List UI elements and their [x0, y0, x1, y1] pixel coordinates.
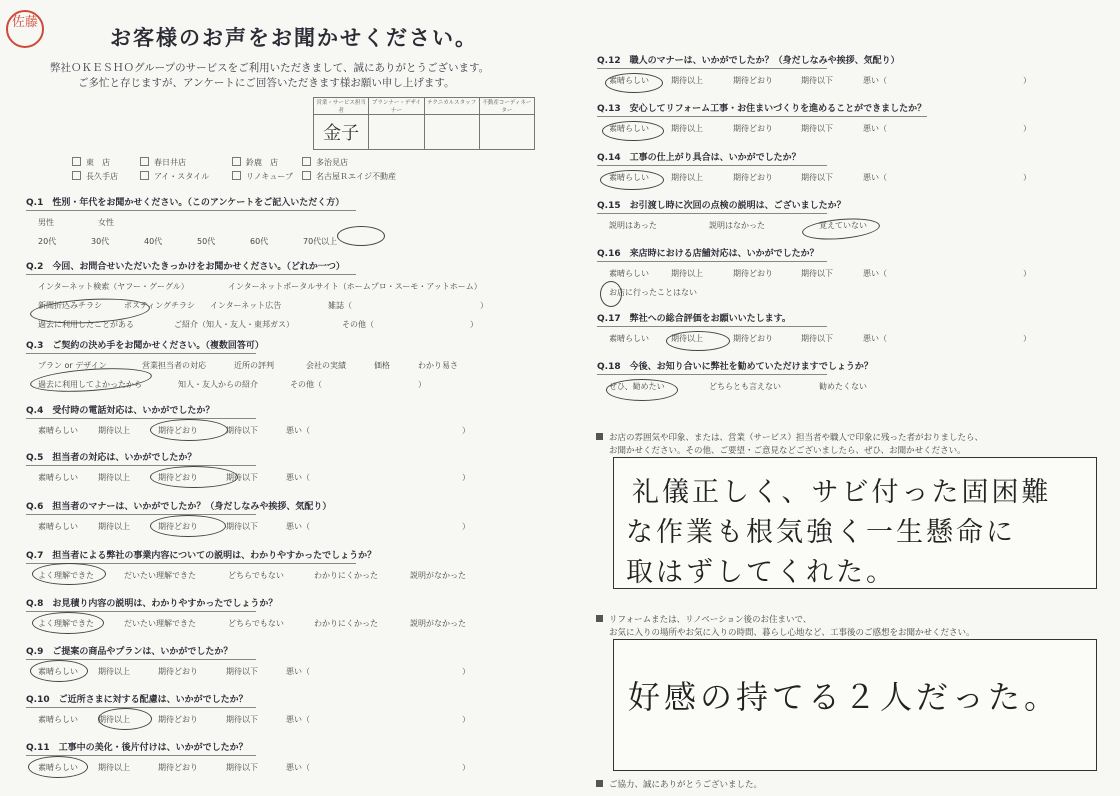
- answer-option[interactable]: 悪い（ ）: [863, 173, 1031, 182]
- question-block: [26, 450, 470, 483]
- question-underline: [26, 210, 356, 211]
- option-row: [38, 281, 488, 292]
- answer-option[interactable]: 悪い（ ）: [286, 473, 470, 482]
- question-label: Q.10 ご近所さまに対する配慮は、いかがでしたか？: [26, 695, 248, 705]
- answer-option[interactable]: 悪い（ ）: [863, 124, 1031, 133]
- answer-option[interactable]: 素晴らしい: [38, 715, 78, 724]
- answer-option[interactable]: どちらでもない: [228, 619, 284, 628]
- question-underline: [26, 563, 356, 564]
- answer-option[interactable]: 悪い（ ）: [286, 426, 470, 435]
- option-row: [38, 666, 470, 677]
- answer-option[interactable]: 素晴らしい: [609, 76, 649, 85]
- answer-option[interactable]: 説明がなかった: [410, 571, 466, 580]
- answer-option[interactable]: 期待以下: [801, 76, 833, 85]
- answer-option[interactable]: 60代: [250, 237, 269, 246]
- answer-option[interactable]: わかりにくかった: [314, 571, 378, 580]
- question-label: Q.9 ご提案の商品やプランは、いかがでしたか？: [26, 647, 233, 657]
- answer-option[interactable]: わかり易さ: [418, 361, 458, 370]
- question-label: Q.14 工事の仕上がり具合は、いかがでしたか？: [597, 153, 801, 163]
- handwritten-answer: 好感の持てる２人だった。: [628, 678, 1061, 716]
- answer-option[interactable]: 50代: [197, 237, 216, 246]
- answer-option[interactable]: 期待どおり: [158, 715, 198, 724]
- question-underline: [597, 165, 827, 166]
- comment-prompt-2: リフォームまたは、リノベーション後のお住まいで、: [596, 613, 811, 625]
- answer-option[interactable]: よく理解できた: [38, 619, 94, 628]
- question-label: Q.12 職人のマナーは、いかがでしたか？（身だしなみや挨拶、気配り）: [597, 56, 900, 66]
- answer-option[interactable]: 素晴らしい: [38, 667, 78, 676]
- answer-option[interactable]: ご紹介（知人・友人・東邦ガス）: [174, 320, 294, 329]
- question-underline: [26, 611, 256, 612]
- answer-option[interactable]: 期待以上: [671, 124, 703, 133]
- option-row: [38, 300, 488, 311]
- question-block: [597, 150, 1031, 183]
- answer-option[interactable]: 新聞折込みチラシ: [38, 301, 102, 310]
- answer-option[interactable]: 期待どおり: [158, 763, 198, 772]
- staff-cell-sales[interactable]: [314, 115, 369, 150]
- answer-option[interactable]: 期待以上: [671, 269, 703, 278]
- answer-option[interactable]: 期待以上: [671, 334, 703, 343]
- option-row: [38, 236, 356, 247]
- option-row: [609, 333, 1031, 344]
- answer-option[interactable]: 20代: [38, 237, 57, 246]
- answer-option[interactable]: 期待どおり: [733, 124, 773, 133]
- answer-option[interactable]: 期待以下: [801, 269, 833, 278]
- answer-option[interactable]: 40代: [144, 237, 163, 246]
- answer-option[interactable]: 素晴らしい: [609, 173, 649, 182]
- answer-option[interactable]: 会社の実績: [306, 361, 346, 370]
- question-label: Q.15 お引渡し時に次回の点検の説明は、ございましたか？: [597, 201, 846, 211]
- store-checkbox[interactable]: アイ・スタイル: [140, 171, 209, 182]
- answer-option[interactable]: 女性: [98, 218, 114, 227]
- answer-option[interactable]: どちらでもない: [228, 571, 284, 580]
- answer-option[interactable]: 素晴らしい: [609, 269, 649, 278]
- question-underline: [26, 274, 356, 275]
- store-checkbox[interactable]: 多治見店: [302, 157, 348, 168]
- answer-option[interactable]: ぜひ、勧めたい: [609, 382, 665, 391]
- answer-option[interactable]: 素晴らしい: [609, 124, 649, 133]
- question-block: [597, 101, 1031, 134]
- answer-option[interactable]: 期待以上: [671, 173, 703, 182]
- question-label: Q.17 弊社への総合評価をお願いいたします。: [597, 314, 791, 324]
- answer-option[interactable]: インターネット検索（ヤフー・グーグル）: [38, 282, 189, 291]
- answer-option[interactable]: 覚えていない: [819, 221, 867, 230]
- question-underline: [597, 213, 827, 214]
- option-row: [38, 360, 458, 371]
- answer-option[interactable]: 悪い（ ）: [863, 76, 1031, 85]
- answer-option[interactable]: 過去に利用してよかったから: [38, 380, 142, 389]
- answer-option[interactable]: 雑誌（ ）: [328, 301, 488, 310]
- answer-option[interactable]: 70代以上: [303, 237, 338, 246]
- answer-option[interactable]: 期待以下: [226, 715, 258, 724]
- answer-option[interactable]: インターネット広告: [210, 301, 282, 310]
- option-row: [609, 381, 873, 392]
- answer-option[interactable]: 営業担当者の対応: [142, 361, 206, 370]
- question-block: [26, 499, 470, 532]
- answer-option[interactable]: 説明はなかった: [709, 221, 765, 230]
- comment-box-2[interactable]: [613, 639, 1097, 771]
- answer-option[interactable]: 素晴らしい: [38, 473, 78, 482]
- question-label: Q.3 ご契約の決め手をお聞かせください。（複数回答可）: [26, 341, 264, 351]
- staff-header-technical: テクニカルスタッフ: [424, 98, 479, 115]
- answer-option[interactable]: 期待以上: [98, 522, 130, 531]
- question-block: [26, 596, 466, 629]
- question-underline: [26, 707, 256, 708]
- answer-option[interactable]: 素晴らしい: [38, 763, 78, 772]
- question-underline: [597, 374, 827, 375]
- staff-table: [313, 97, 535, 150]
- answer-option[interactable]: 30代: [91, 237, 110, 246]
- answer-option[interactable]: 期待以下: [226, 473, 258, 482]
- question-block: [597, 246, 1031, 298]
- answer-option[interactable]: 期待どおり: [158, 667, 198, 676]
- answer-option[interactable]: 素晴らしい: [38, 426, 78, 435]
- answer-option[interactable]: 期待以上: [98, 473, 130, 482]
- answer-option[interactable]: 期待どおり: [733, 334, 773, 343]
- question-underline: [597, 68, 827, 69]
- staff-cell-technical[interactable]: [424, 115, 479, 150]
- option-row: [38, 379, 458, 390]
- answer-option[interactable]: 悪い（ ）: [863, 269, 1031, 278]
- answer-option[interactable]: 価格: [374, 361, 390, 370]
- question-label: Q.18 今後、お知り合いに弊社を勧めていただけますでしょうか？: [597, 362, 873, 372]
- staff-cell-planner[interactable]: [369, 115, 424, 150]
- answer-option[interactable]: 男性: [38, 218, 54, 227]
- answer-option[interactable]: 素晴らしい: [38, 522, 78, 531]
- question-block: [26, 644, 470, 677]
- comment-prompt-2b: お気に入りの場所やお気に入りの時間、暮らし心地など、工事後のご感想をお聞かせください。: [609, 628, 975, 638]
- option-row: [38, 570, 466, 581]
- staff-header-sales: 営業・サービス担当者: [314, 98, 369, 115]
- question-underline: [26, 465, 256, 466]
- question-label: Q.11 工事中の美化・後片付けは、いかがでしたか？: [26, 743, 248, 753]
- answer-option[interactable]: 説明がなかった: [410, 619, 466, 628]
- question-label: Q.8 お見積り内容の説明は、わかりやすかったでしょうか？: [26, 599, 278, 609]
- question-underline: [26, 659, 256, 660]
- answer-option[interactable]: 期待以下: [226, 763, 258, 772]
- question-block: [26, 548, 466, 581]
- question-label: Q.4 受付時の電話対応は、いかがでしたか？: [26, 406, 215, 416]
- question-underline: [597, 261, 827, 262]
- answer-option[interactable]: 悪い（ ）: [286, 667, 470, 676]
- option-row: [38, 762, 470, 773]
- answer-option[interactable]: 素晴らしい: [609, 334, 649, 343]
- comment-prompt-1b: お聞かせください。その他、ご要望・ご意見などございましたら、ぜひ、お聞かせください。: [609, 446, 966, 456]
- question-label: Q.13 安心してリフォーム工事・お住まいづくりを進めることができましたか？: [597, 104, 927, 114]
- staff-header-realestate: 不動産コーディネーター: [479, 98, 534, 115]
- answer-option[interactable]: 期待以下: [801, 124, 833, 133]
- store-checkbox[interactable]: 鈴鹿 店: [232, 157, 278, 168]
- question-underline: [597, 116, 927, 117]
- question-label: Q.7 担当者による弊社の事業内容についての説明は、わかりやすかったでしょうか？: [26, 551, 377, 561]
- handwritten-line: な作業も根気強く一生懸命に: [626, 517, 1016, 548]
- option-row: [38, 472, 470, 483]
- answer-option[interactable]: わかりにくかった: [314, 619, 378, 628]
- option-row: [609, 220, 867, 231]
- answer-option[interactable]: 期待以上: [98, 715, 130, 724]
- answer-option[interactable]: その他（ ）: [290, 380, 426, 389]
- answer-option[interactable]: お店に行ったことはない: [609, 288, 697, 297]
- answer-option[interactable]: 期待以下: [801, 334, 833, 343]
- answer-option[interactable]: 期待どおり: [158, 473, 198, 482]
- answer-option[interactable]: だいたい理解できた: [124, 571, 196, 580]
- question-block: [597, 359, 873, 392]
- answer-option[interactable]: インターネットポータルサイト（ホームプロ・スーモ・アットホーム）: [228, 282, 482, 291]
- question-block: [26, 259, 488, 330]
- answer-option[interactable]: 期待以上: [671, 76, 703, 85]
- answer-option[interactable]: 勧めたくない: [819, 382, 867, 391]
- option-row: [609, 172, 1031, 183]
- option-row: [38, 521, 470, 532]
- option-row: [38, 714, 470, 725]
- question-block: [26, 692, 470, 725]
- question-underline: [26, 755, 256, 756]
- question-block: [597, 311, 1031, 344]
- answer-option[interactable]: プラン or デザイン: [38, 361, 107, 370]
- question-block: [26, 403, 470, 436]
- answer-option[interactable]: 期待以下: [801, 173, 833, 182]
- handwritten-line: 礼儀正しく、サビ付った固困難: [632, 477, 1052, 508]
- intro-line-2: ご多忙と存じますが、アンケートにご回答いただきます様お願い申し上げます。: [78, 77, 455, 89]
- question-label: Q.2 今回、お問合せいただいたきっかけをお聞かせください。（どれか一つ）: [26, 262, 345, 272]
- staff-header-planner: プランナー・デザイナー: [369, 98, 424, 115]
- staff-name: 金子: [323, 123, 360, 144]
- answer-option[interactable]: 期待以上: [98, 426, 130, 435]
- question-underline: [26, 514, 256, 515]
- comment-prompt-1: お店の雰囲気や印象、または、営業（サービス）担当者や職人で印象に残った者がおりましたら、: [596, 431, 983, 443]
- answer-option[interactable]: 期待以下: [226, 667, 258, 676]
- answer-option[interactable]: よく理解できた: [38, 571, 94, 580]
- option-row: [38, 319, 488, 330]
- answer-option[interactable]: 期待以下: [226, 426, 258, 435]
- answer-option[interactable]: その他（ ）: [342, 320, 478, 329]
- question-underline: [26, 418, 256, 419]
- answer-option[interactable]: 期待どおり: [158, 522, 198, 531]
- answer-option[interactable]: 近所の評判: [234, 361, 274, 370]
- comment-box-1[interactable]: [613, 457, 1097, 589]
- question-underline: [26, 353, 256, 354]
- closing-message: ご協力、誠にありがとうございました。: [596, 778, 762, 790]
- answer-option[interactable]: 悪い（ ）: [863, 334, 1031, 343]
- page-title: お客様のお声をお聞かせください。: [110, 26, 478, 50]
- option-row: [609, 123, 1031, 134]
- staff-cell-realestate[interactable]: [479, 115, 534, 150]
- answer-option[interactable]: 悪い（ ）: [286, 763, 470, 772]
- answer-option[interactable]: 期待どおり: [733, 76, 773, 85]
- answer-option[interactable]: 悪い（ ）: [286, 715, 470, 724]
- store-checkbox[interactable]: 長久手店: [72, 171, 118, 182]
- option-row: [38, 618, 466, 629]
- question-label: Q.5 担当者の対応は、いかがでしたか？: [26, 453, 197, 463]
- answer-option[interactable]: だいたい理解できた: [124, 619, 196, 628]
- question-label: Q.6 担当者のマナーは、いかがでしたか？（身だしなみや挨拶、気配り）: [26, 502, 332, 512]
- option-row: [609, 268, 1031, 279]
- question-underline: [597, 326, 827, 327]
- answer-option[interactable]: 期待以下: [226, 522, 258, 531]
- answer-option[interactable]: 悪い（ ）: [286, 522, 470, 531]
- question-block: [26, 195, 356, 247]
- option-row: [38, 425, 470, 436]
- answer-option[interactable]: ポスティングチラシ: [124, 301, 196, 310]
- question-label: Q.16 来店時における店舗対応は、いかがでしたか？: [597, 249, 819, 259]
- answer-option[interactable]: 知人・友人からの紹介: [178, 380, 258, 389]
- answer-option[interactable]: 期待以上: [98, 667, 130, 676]
- store-checkbox[interactable]: 春日井店: [140, 157, 186, 168]
- answer-option[interactable]: 期待どおり: [733, 173, 773, 182]
- answer-option[interactable]: 説明はあった: [609, 221, 657, 230]
- question-block: [26, 740, 470, 773]
- answer-option[interactable]: どちらとも言えない: [709, 382, 781, 391]
- store-checkbox[interactable]: 東 店: [72, 157, 110, 168]
- intro-line-1: 弊社ＯＫＥＳＨＯグループのサービスをご利用いただきまして、誠にありがとうございます。: [50, 62, 490, 74]
- store-checkbox[interactable]: リノキューブ: [232, 171, 293, 182]
- handwritten-line: 取はずしてくれた。: [626, 557, 896, 588]
- answer-option[interactable]: 過去に利用したことがある: [38, 320, 134, 329]
- answer-option[interactable]: 期待以上: [98, 763, 130, 772]
- option-row: [609, 287, 1031, 298]
- option-row: [609, 75, 1031, 86]
- question-block: [597, 53, 1031, 86]
- store-checkbox[interactable]: 名古屋Ｒエイジ不動産: [302, 171, 396, 182]
- question-block: [597, 198, 867, 231]
- seal-stamp: 佐藤: [6, 10, 44, 48]
- option-row: [38, 217, 356, 228]
- question-label: Q.1 性別・年代をお聞かせください。（このアンケートをご記入いただく方）: [26, 198, 345, 208]
- question-block: [26, 338, 458, 390]
- answer-option[interactable]: 期待どおり: [733, 269, 773, 278]
- answer-option[interactable]: 期待どおり: [158, 426, 198, 435]
